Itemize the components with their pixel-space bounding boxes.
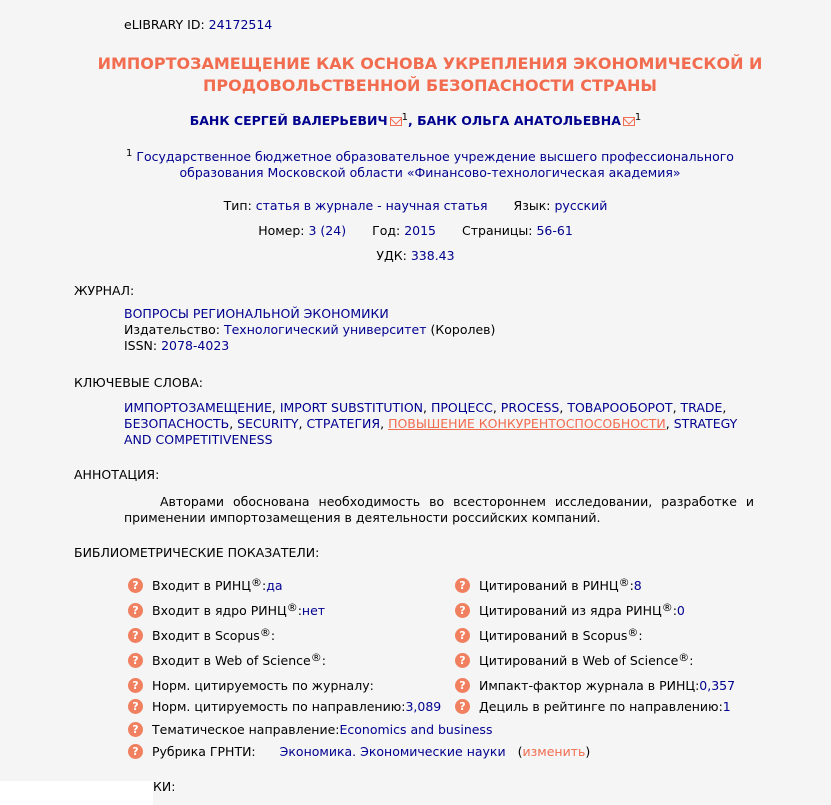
keyword-separator: , [492,400,501,415]
issn-label: ISSN: [124,338,162,353]
lang-label: Язык: [513,198,555,213]
annotation-text: Авторами обоснована необходимость во всестороннем исследовании, разработке и применении импортозамещения в деятельности российских компаний. [124,494,754,525]
keyword-link[interactable]: PROCESS [500,400,560,415]
number-value[interactable]: 3 (24) [308,223,347,238]
type-value: статья в журнале - научная статья [255,198,488,213]
meta-row-number [0,223,831,238]
registered-mark: ® [678,650,690,664]
metric-label: Входит в РИНЦ [152,577,251,593]
theme-row [128,720,492,738]
authors [0,112,831,128]
year-label: Год: [372,223,405,238]
registered-mark: ® [310,650,322,664]
grnti-link[interactable]: Экономика. Экономические науки [279,743,506,759]
metric-row-right [455,626,643,644]
keyword-separator: , [672,400,681,415]
keyword-link[interactable]: IMPORT SUBSTITUTION [279,400,424,415]
pages-value: 56-61 [536,223,573,238]
metric-row-left [128,697,441,715]
number-label: Номер: [258,223,309,238]
metric-label: Норм. цитируемость по направлению [152,698,402,714]
registered-mark: ® [286,600,298,614]
author-sup-2: 1 [634,112,642,123]
keyword-link[interactable]: SECURITY [237,416,299,431]
metric-separator: : [369,677,374,693]
metric-label: Входит в Web of Science [152,652,311,668]
theme-link[interactable]: Economics and business [339,721,493,737]
metric-value[interactable]: 8 [633,577,642,593]
metric-separator: : [672,602,677,618]
affiliation-text[interactable]: Государственное бюджетное образовательное учреждение высшего профессионального образования Московской области «Финансово-технологическая академия» [136,149,734,181]
keyword-separator: , [380,416,389,431]
title-line-2: ПРОДОВОЛЬСТВЕННОЙ БЕЗОПАСНОСТИ СТРАНЫ [203,76,657,95]
help-question-icon[interactable]: ? [455,628,470,643]
keyword-separator: , [559,400,568,415]
grnti-close: ) [585,743,591,759]
article-title [60,53,800,97]
lang-value: русский [554,198,608,213]
metric-label: Импакт-фактор журнала в РИНЦ [479,677,696,693]
registered-mark: ® [627,625,639,639]
keywords-heading: КЛЮЧЕВЫЕ СЛОВА: [74,375,204,390]
help-question-icon[interactable]: ? [128,628,143,643]
title-line-1: ИМПОРТОЗАМЕЩЕНИЕ КАК ОСНОВА УКРЕПЛЕНИЯ ЭКОНОМИЧЕСКОЙ И [97,54,763,73]
keyword-link[interactable]: БЕЗОПАСНОСТЬ [124,416,230,431]
metric-value[interactable]: нет [301,602,326,618]
authors-separator: , [407,113,418,129]
help-question-icon[interactable]: ? [128,603,143,618]
email-icon[interactable] [623,117,635,126]
metric-row-right [455,676,735,694]
metric-value[interactable]: 0,357 [699,677,736,693]
year-value[interactable]: 2015 [404,223,436,238]
metric-separator: : [261,577,267,593]
metric-separator: : [297,602,302,618]
metric-separator: : [638,627,643,643]
metric-label: Норм. цитируемость по журналу [152,677,370,693]
grnti-label: Рубрика ГРНТИ: [152,743,256,759]
registered-mark: ® [250,575,262,589]
author-link-1[interactable]: БАНК СЕРГЕЙ ВАЛЕРЬЕВИЧ [189,113,388,129]
metric-row-left [128,626,275,644]
grnti-open: ( [517,743,523,759]
journal-heading: ЖУРНАЛ: [74,283,135,298]
author-sup-1: 1 [401,112,408,123]
metric-row-left [128,601,325,619]
keyword-separator: , [665,416,674,431]
metric-label: Цитирований в Scopus [479,627,628,643]
help-question-icon[interactable]: ? [128,744,143,759]
pages-label: Страницы: [462,223,537,238]
help-question-icon[interactable]: ? [455,678,470,693]
keyword-link[interactable]: ПОВЫШЕНИЕ КОНКУРЕНТОСПОСОБНОСТИ [388,416,666,431]
keyword-separator: , [298,416,307,431]
metric-value[interactable]: да [266,577,283,593]
publisher-link[interactable]: Технологический университет [223,322,427,337]
publisher-city: (Королев) [426,322,496,337]
keywords-list [124,400,764,448]
keyword-link[interactable]: СТРАТЕГИЯ [306,416,381,431]
next-section-fragment: КИ: [153,779,176,794]
metric-label: Цитирований в Web of Science [479,652,679,668]
metric-label: Цитирований из ядра РИНЦ [479,602,662,618]
affiliation-sup: 1 [126,148,133,159]
issn-value: 2078-4023 [161,338,230,353]
journal-block [124,306,495,354]
metric-label: Входит в Scopus [152,627,260,643]
metric-separator: : [401,698,406,714]
keyword-link[interactable]: ТОВАРООБОРОТ [567,400,673,415]
metric-row-left [128,651,326,669]
metric-label: Входит в ядро РИНЦ [152,602,287,618]
help-question-icon[interactable]: ? [455,578,470,593]
metric-separator: : [270,627,276,643]
keyword-separator: , [722,400,727,415]
metric-row-right [455,576,642,594]
registered-mark: ® [661,600,673,614]
help-question-icon[interactable]: ? [128,722,143,737]
meta-row-type [0,198,831,213]
metric-row-right [455,601,685,619]
udk-label: УДК: [376,248,411,263]
help-question-icon[interactable]: ? [455,699,470,714]
annotation-heading: АННОТАЦИЯ: [74,467,160,482]
elibrary-id-label: eLIBRARY ID: [124,17,209,32]
metric-value[interactable]: 1 [722,698,731,714]
theme-label: Тематическое направление: [152,721,340,737]
journal-name-link[interactable]: ВОПРОСЫ РЕГИОНАЛЬНОЙ ЭКОНОМИКИ [124,306,389,321]
metric-label: Цитирований в РИНЦ [479,577,619,593]
metric-separator: : [629,577,634,593]
overlay-panel [0,781,153,805]
author-link-2[interactable]: БАНК ОЛЬГА АНАТОЛЬЕВНА [417,113,621,129]
metric-separator: : [695,677,700,693]
elibrary-id-value: 24172514 [208,17,273,32]
publisher-label: Издательство: [124,322,224,337]
keyword-separator: , [229,416,238,431]
metric-label: Дециль в рейтинге по направлению [479,698,719,714]
help-question-icon[interactable]: ? [455,653,470,668]
metric-value[interactable]: 0 [676,602,685,618]
keyword-link[interactable]: ПРОЦЕСС [431,400,493,415]
email-icon[interactable] [390,117,402,126]
metric-separator: : [718,698,723,714]
grnti-row [128,742,590,760]
biblio-heading: БИБЛИОМЕТРИЧЕСКИЕ ПОКАЗАТЕЛИ: [74,545,320,560]
metric-row-right [455,651,694,669]
type-label: Тип: [223,198,256,213]
help-question-icon[interactable]: ? [128,699,143,714]
udk-value: 338.43 [410,248,455,263]
help-question-icon[interactable]: ? [128,678,143,693]
help-question-icon[interactable]: ? [128,578,143,593]
metric-separator: : [689,652,694,668]
help-question-icon[interactable]: ? [455,603,470,618]
keyword-link[interactable]: ИМПОРТОЗАМЕЩЕНИЕ [124,400,272,415]
registered-mark: ® [618,575,630,589]
metric-separator: : [321,652,326,668]
keyword-separator: , [271,400,280,415]
elibrary-id [124,17,272,32]
keyword-separator: , [423,400,431,415]
metric-row-left [128,576,283,594]
grnti-change-link[interactable]: изменить [522,743,586,759]
affiliation [100,146,760,181]
metric-row-right [455,697,731,715]
keyword-link[interactable]: TRADE [680,400,723,415]
meta-row-udk [0,248,831,263]
help-question-icon[interactable]: ? [128,653,143,668]
keyword-link[interactable]: STRATEGY AND COMPETITIVENESS [124,416,738,447]
metric-value[interactable]: 3,089 [405,698,442,714]
registered-mark: ® [259,625,271,639]
metric-row-left [128,676,374,694]
